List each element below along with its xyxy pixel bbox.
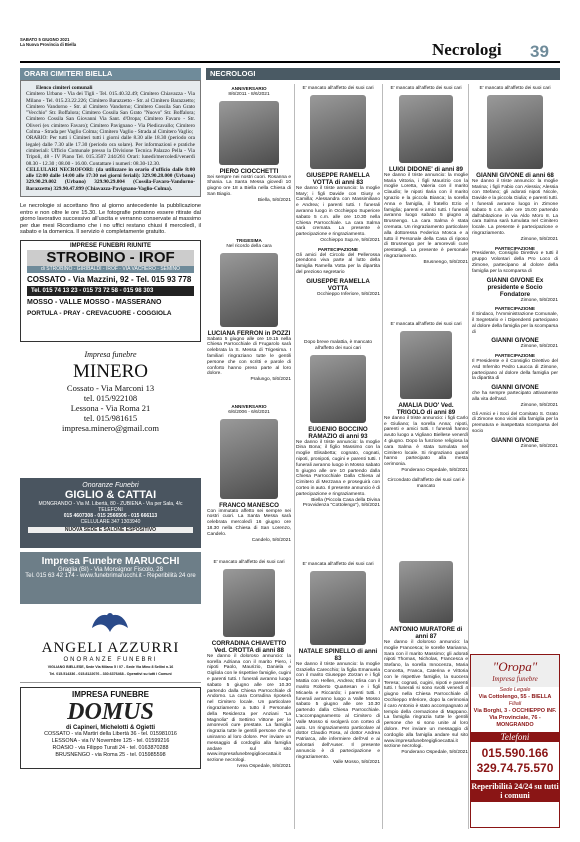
- oropa-sede: Via Cottolengo, 55 - BIELLA: [478, 694, 552, 700]
- portrait-photo: [219, 101, 279, 165]
- notice-intro: E' mancato all'affetto dei suoi cari: [302, 86, 374, 91]
- strobino-top: IMPRESE FUNEBRI RIUNITE: [69, 243, 151, 250]
- notice-place: Occhieppo Inferiore, 5/6/2021: [316, 291, 380, 297]
- portrait-photo: [400, 331, 452, 399]
- marucchi-title: Impresa Funebre MARUCCHI: [41, 556, 180, 568]
- portrait-photo: [487, 95, 543, 169]
- notice-didone: [384, 86, 468, 266]
- oropa-sede-label: Sede Legale: [499, 687, 531, 693]
- portrait-photo: [399, 95, 453, 163]
- oropa-filiale-2: Via Provinciale, 76 - MONGRANDO: [489, 715, 541, 728]
- notice-name: NATALE SPINELLO di anni 83: [298, 647, 378, 662]
- minero-small: Impresa funebre: [84, 350, 137, 360]
- notice-name: GIUSEPPE RAMELLA VOTTA di anni 83: [306, 171, 370, 186]
- notice-body: Ne danno il doloroso annuncio: la moglie Francesca; le sorelle Marianna, Sara con il marito Massimo; gli adorati nipoti Thomas, Nicholas, Francesca e Stefano, la sorella Innocenza, Maria Concetta, Franca, Caterina e Vittoria con le rispettive famiglie, la suocera Teresa; cognati, cugini, nipoti e parenti tutti. I funerali si sono svolti venerdì 4 giugno nella Chiesa Parrocchiale di Occhieppo Inferiore, dopo la cerimonia il caro Antonio è stato accompagnato al tempio della cremazione di Mappano. La famiglia ringrazia tutte le gentili persone che si sono unite al loro dolore. Per inviare un messaggio di cordoglio alla famiglia andare sul sito www.impresafunebregiglioecattai.it sezione necrologi.: [384, 640, 468, 750]
- notice-place: Zimone, 5/6/2021: [520, 443, 558, 449]
- minero-l2: tel. 015/922108: [83, 393, 138, 404]
- angeli-l1: VIGLIANO BIELLESE, Sede Via Milano 5 / 07 - Sede Via Mino 8 Sellini n.16: [47, 665, 174, 670]
- notice-name: EUGENIO BOCCINO RAMAZIO di anni 93: [308, 425, 368, 440]
- domus-l4: BRUSNENGO - via Roma 25 - tel. 015985598: [55, 752, 166, 759]
- notice-ramella: [296, 86, 380, 298]
- notice-body: Sabato 5 giugno alle ore 19.15 nella Chiesa Parrocchiale di Frugarolo sarà celebrata la S. Messa di Trigesima. I familiari ringraziano tutte le gentili persone che con scritti e parole di conforto hanno preso parte al loro dolore.: [207, 336, 291, 377]
- orari-cellulari: CELLULARI NECROFORI: (da utilizzare in orario d'ufficio dalle 8:00 alle 12:00 dalle 14:00 alle 17:30 nei giorni feriali): 329.90.28.000 (Urbano) 329.90.29.002 (Urbano) 329.90.29.004 (Cossila-Favaro-Vandorno-Barazzetto) 329.90.47.899 (Chiavazza-Pavignano-Vaglio-Colma).: [26, 166, 195, 192]
- orari-orario: ORARIO: Per tutti i Cimiteri tutti i giorni dalle 8.30 alle 18.30 (periodo ora legale) dalle 7.30 alle 17.30 (periodo ora solare). Per informazioni e pratiche cimiteriali: Ufficio Comunale presso la Divisione Tecnica Palazzo Pella - Via Tripoli, 48 - IV Piano Tel. 015.3507 244/261 Orari: lunedì/mercoledì/venerdì 08.30 - 12.30 ; 08.00 - 16.00. Contattare i numeri: 08.30-12.30.: [26, 135, 195, 167]
- domus-l3: ROASIO - via Filippo Turati 24 - tel. 0163870288: [52, 745, 169, 752]
- notice-place: Valle Mosso, 5/6/2021: [332, 760, 380, 766]
- portrait-photo: [220, 253, 278, 327]
- notice-place: Zimone, 5/6/2021: [520, 236, 558, 242]
- domus-sub: IMPRESA FUNEBRE: [71, 690, 150, 700]
- marucchi-l2: Tel. 015 63 42 174 - www.funebrimarucchi.it - Reperibilità 24 ore: [25, 573, 196, 580]
- notice-ferron: [207, 238, 291, 383]
- notice-place: Candelo, 5/6/2021: [251, 537, 291, 543]
- angeli-sub: ONORANZE FUNEBRI: [63, 657, 158, 664]
- notice-body: che ha sempre partecipato attivamente alla vita dell'asd.: [472, 391, 558, 402]
- notice-body: Ne danno il triste annuncio: la moglie Marina; i figli Fabio con Alessia; Alessia con Stefano; gli adorati nipoti Nicole, Davide e la piccola Giulia; e parenti tutti. I funerali avranno luogo in Zimone sabato 5 c.m. alle ore 15.00 partendo dall'abitazione in via Aldo Moro 8. La cara Salma sarà tumulata nel Cimitero locale. La presente è partecipazione e ringraziamento.: [472, 178, 558, 236]
- notice-body: Gli Amici e i Soci del Comitato S. Grato di Zimone sono vicini alla famiglia per la prematura e inaspettata scomparsa del socio: [472, 411, 558, 434]
- notice-name: LUIGI DIDONE' di anni 89: [388, 165, 463, 173]
- notice-name: GIANNI GIVONE: [491, 436, 539, 444]
- marucchi-l1: Graglia (BI) - Via Monsignor Fiscolo, 28: [58, 567, 163, 574]
- notice-trigolo: [384, 322, 468, 489]
- notice-place: Zimone, 5/6/2021: [520, 297, 558, 303]
- gc-l1: MONGRANDO - Via M. Libertà, 80 - ZUBIENA - Via per Sala, 4/c: [38, 501, 183, 508]
- strobino-title: STROBINO - IROF: [27, 250, 194, 266]
- oropa-reperibilita: Reperibilità 24/24 su tutti i comuni: [471, 782, 559, 800]
- notice-name: GIUSEPPE RAMELLA VOTTA: [306, 277, 370, 292]
- minero-l5: impresa.minero@gmail.com: [61, 423, 160, 434]
- oropa-filiali-label: Filiali: [508, 701, 522, 707]
- notice-type: PARTECIPAZIONE: [318, 246, 358, 252]
- domus-title: DOMUS: [67, 699, 154, 726]
- notice-intro: E' mancata all'affetto dei suoi cari: [390, 322, 462, 327]
- notice-type: TRIGESIMA: [236, 238, 262, 243]
- notice-body: Con immutato affetto sei sempre nei nostri cuori. La Santa Messa sarà celebrata mercoledì 16 giugno ore 18.30 nella Chiesa di San Lorenzo, Candelo.: [207, 508, 291, 537]
- notice-muratore: [384, 558, 468, 756]
- header-date-block: [20, 37, 76, 47]
- notice-body: Presidente, Consiglio Direttivo e tutti il gruppo Volontari della Pro Loco di Zimone, partecipano al dolore della famiglia per la scomparsa di: [472, 251, 558, 274]
- gc-l4: CELLULARE 347 1303940: [80, 519, 141, 526]
- column-divider: [468, 84, 469, 829]
- notice-body: Gli amici del Circolo del Pellerossa prendono viva parte al lutto della famiglia Ramella Votta per la dipartita del prezioso segretario: [296, 252, 380, 275]
- notice-body: Ne danno il triste annuncio: i figli Carlo e Giuliano; la sorella Anna; nipoti, parenti e amici tutti. I funerali hanno avuto luogo a Vigliano Biellese venerdì 4 giugno. Dopo la funzione religiosa la cara Salma è stata tumulata nel Cimitero locale. Si ringraziano quanti hanno partecipato alla mesta cerimonia.: [384, 415, 468, 468]
- orari-title: Elenco cimiteri comunali: [36, 85, 93, 91]
- notice-name: GIANNI GIVONE Ex presidente e Socio Fondatore: [486, 276, 544, 298]
- minero-l3: Lessona - Via Roma 21: [70, 403, 151, 414]
- notice-name: CORRADINA CHIAVETTO Ved. CROTTA di anni 88: [211, 639, 287, 654]
- notice-crotta: [207, 560, 291, 770]
- notice-place: Brusnengo, 5/6/2021: [423, 259, 468, 265]
- section-title: Necrologi: [432, 40, 502, 59]
- notice-body: Ne danno il doloroso annuncio: la sorella Adriana con il marito Piero, i nipoti Paolo, Maurizio, Daniela e Gigliola con le rispettive famiglie, cugini e parenti tutti. I funerali avranno luogo sabato 5 giugno alle ore 10.30 partendo dalla Chiesa Parrocchiale di Andorno. La cara Corradina riposerà nel Cimitero locale. Un particolare ringraziamento a tutto il Personale della Residenza per Anziani "La Magnolia" di Settimo Vittone per le amorevoli cure prestate. La famiglia ringrazia tutte le gentili persone che si uniranno al loro dolore. Per inviare un messaggio di cordoglio alla famiglia andare sul sito www.impresafunebregiglioecattai.it sezione necrologi.: [207, 653, 291, 764]
- notice-name: GIANNI GIVONE: [491, 384, 539, 392]
- ad-marucchi[interactable]: [20, 552, 201, 604]
- oropa-phone-1[interactable]: 015.590.166: [481, 746, 549, 760]
- notice-intro: E' mancato all'affetto dei suoi cari: [213, 560, 285, 565]
- notice-body: Ne danno il triste annuncio: la moglie Mary; i figli Davide con Giusy e Camilla; Alessandra con Massimiliano e Andrea; i parenti tutti. I funerali avranno luogo in Occhieppo Superiore sabato 5 c.m. alle ore 10.30 nella Chiesa Parrocchiale. La cara Salma sarà cremata. La presente è partecipazione e ringraziamento.: [296, 185, 380, 238]
- oropa-telefoni-label: Telefoni: [471, 732, 559, 742]
- notice-place: Biella, 5/6/2021: [257, 197, 291, 203]
- notice-body: Il Sindaco, l'Amministrazione Comunale, il Segretario e i Dipendenti partecipano al dolore della famiglia per la scomparsa di: [472, 312, 558, 335]
- strobino-sub: di STROBINO - GIRIBALDI - IROF - VIA VACHERO - SEMINO: [27, 266, 194, 273]
- notice-intro: Dopo breve malattia, è mancato all'affetto dei suoi cari: [304, 340, 372, 351]
- oropa-header: [471, 655, 559, 687]
- notice-body: Ne danno il triste annuncio: la moglie Dina Bona; il figlio Massimo con la moglie Elisabetta; cognato, cognati, nipoti, pronipoti, cugini e parenti tutti. I funerali avranno luogo in Mosso sabato 5 giugno alle ore 10 partendo dalla Chiesa Parrocchiale Dalla Chiesa al Cimitero di Mezzana e proseguirà con corteo in auto. Il presente annuncio è di partecipazione e ringraziamento.: [296, 439, 381, 497]
- ad-angeli-azzurri[interactable]: [20, 608, 201, 683]
- domus-l1: COSSATO - via Martiri della Libertà 36 - tel. 015981016: [44, 731, 177, 738]
- ad-minero[interactable]: [20, 346, 201, 474]
- notice-type: PARTECIPAZIONE: [495, 245, 535, 251]
- notice-manesco: [207, 404, 291, 543]
- header-rule: [20, 61, 560, 63]
- notice-place: Pralungo, 5/6/2021: [250, 377, 291, 383]
- gc-l2: TELEFONI: [98, 507, 123, 514]
- portrait-photo: [220, 419, 278, 499]
- angel-logo-icon: [90, 610, 130, 640]
- notice-type: PARTECIPAZIONE: [495, 306, 535, 312]
- notice-body: Il Presidente e il Consiglio Direttivo del Asd Infernito Pedro Laucca di Zimone, partecipano al dolore della famiglia per la dipartita di: [472, 358, 558, 382]
- notice-ciocchetti: [207, 86, 291, 204]
- angeli-title: ANGELI AZZURRI: [41, 640, 180, 657]
- oropa-phone-2[interactable]: 329.74.75.570: [476, 761, 554, 775]
- notice-place: Ponderano Ospedale, 5/6/2021: [401, 750, 468, 756]
- notice-body: Sei sempre nei nostri cuori. Rosanna e Shania. La Santa Messa giovedì 10 giugno ore 18 a Biella nella Chiesa di San Biagio.: [207, 174, 291, 197]
- notice-body: Ne danno il triste annuncio: la moglie Maria Vittoria, i figli Maurizio con la moglie Loretta, Valeria con il marito Claudio; le nipoti Ilaria con il marito Ignazio e la piccola Bianca; la sorella Anna e famiglia, il fratello Ezio e famiglia; parenti e amici tutti. I funerali avranno luogo sabato 5 giugno a Brusnengo. La cara Salma è stata cremata. Un ringraziamento particolare alla dottoressa Federica Mosca e a tutto il Personale della Casa di riposo di Brusnengo per le amorevoli cure prestategli. La presente è personale ringraziamento.: [384, 172, 468, 259]
- minero-l1: Cossato - Via Marconi 13: [66, 383, 155, 394]
- gc-l3: 015 4607308 - 015 2566506 - 015 666113: [63, 513, 158, 520]
- gc-title: GIGLIO & CATTAI: [64, 489, 157, 502]
- notice-boccino: [296, 340, 380, 509]
- strobino-line3: MOSSO - VALLE MOSSO - MASSERANO: [27, 299, 162, 307]
- notice-name: PIERO CIOCCHETTI: [219, 167, 279, 175]
- column-divider: [294, 84, 295, 829]
- domus-owners: di Capineri, Michelotti & Ogietti: [65, 725, 155, 732]
- column-divider: [382, 84, 383, 829]
- notice-intro: E' mancata all'affetto dei suoi cari: [302, 562, 374, 567]
- page-number: 39: [530, 42, 549, 61]
- angeli-l2: Tel. 015.514336 - 015.8122076 - 330.6376468 - Operativi su tutti i Comuni: [49, 671, 172, 676]
- portrait-photo: [223, 569, 275, 637]
- notice-name: ANTONIO MURATORE di anni 87: [389, 626, 463, 640]
- notice-place: Zimone, 5/6/2021: [520, 402, 558, 408]
- notice-name: LUCIANA FERRON in POZZI: [207, 329, 291, 337]
- gc-w: NUOVA SEDE E SALONE ESPOSITIVO: [28, 527, 193, 533]
- portrait-photo: [399, 561, 453, 623]
- oropa-sub: Impresa funebre: [492, 675, 538, 683]
- notice-place: Biella (Piccola Casa della Divina Provvidenza "Cottolengo"), 5/6/2021: [302, 497, 380, 509]
- gc-top: Onoranze Funebri: [82, 482, 139, 490]
- oropa-title: "Oropa": [492, 659, 538, 674]
- oropa-filiale-1: Via Borghi, 3 - OCCHIEPPO INF.: [473, 708, 557, 714]
- orari-heading: ORARI CIMITERI BIELLA: [20, 68, 201, 80]
- notice-intro: Circondato dall'affetto dei suoi cari è mancato: [387, 477, 465, 489]
- header-paper: La Nuova Provincia di Biella: [20, 42, 77, 47]
- portrait-photo: [310, 95, 366, 169]
- left-column: [20, 68, 201, 828]
- domus-l2: LESSONA - via IV Novembre 125 - tel. 01599216: [51, 738, 170, 745]
- header-date: SABATO 5 GIUGNO 2021: [20, 37, 70, 42]
- notice-name: AMALIA DUO' Ved. TRIGOLO di anni 89: [396, 401, 456, 416]
- notice-name: GIANNI GIVONE di anni 68: [476, 171, 554, 179]
- notice-dates: 6/6/2006 - 6/6/2021: [228, 409, 270, 415]
- minero-title: MINERO: [73, 361, 148, 383]
- ad-domus[interactable]: [20, 687, 201, 769]
- notice-sub: Nel ricordo della cara: [226, 243, 272, 249]
- notice-spinello: [296, 562, 380, 766]
- strobino-line1: COSSATO - Via Mazzini, 92 - Tel. 015 93 778: [27, 275, 192, 285]
- ad-strobino[interactable]: [20, 240, 201, 342]
- necrologi-heading: NECROLOGI: [206, 68, 560, 80]
- portrait-photo: [310, 355, 366, 423]
- minero-l4: tel. 015/981615: [83, 413, 138, 424]
- portrait-photo: [310, 571, 366, 645]
- notice-givone: [472, 86, 558, 449]
- submission-note: Le necrologie si accettano fino al giorno antecedente la pubblicazione entro e non oltre le ore 15.30. Le fotografie potranno essere ritirate dal giorno lavorativo successivo all'uscita e verranno conservate al massimo per due mesi Ricordiamo che i no uffici restano chiusi il mercoledì, il sabato e la domenica. Il servizio è completamente gratuito.: [20, 203, 201, 236]
- strobino-line4: PORTULA - PRAY - CREVACUORE - COGGIOLA: [27, 310, 172, 318]
- strobino-line2: Tel. 015 74 13 23 - 015 73 72 58 - 015 98 303: [27, 286, 194, 296]
- notice-dates: 8/6/2011 - 8/6/2021: [228, 91, 270, 97]
- notice-type: ANNIVERSARIO: [231, 404, 267, 409]
- notice-intro: E' mancato all'affetto dei suoi cari: [390, 86, 462, 91]
- ad-oropa[interactable]: [470, 654, 560, 828]
- orari-text: Cimitero Urbano - Via dei Tigli - Tel. 015.40.32.49; Cimitero Chiavazza - Via Milano - Tel. 015.23.22.226; Cimitero Barazzetto - Str. al Cimitero Barazzetto; Cimitero Vandorno - Str. al Cimitero Vandorno; Cimitero Cossila San Grato "Vecchio" Str. Boffalora; Cimitero Cossila San Grato "Nuovo" Str. Boffalora; Cimitero Cossila San Giovanni Via Sant. d'Oropa; Cimitero Favaro - Str. Oliveri (ex cimitero Favaro); Cimitero Pavignano - Via Piedicavallo; Cimitero Colma - Strada per Vaglio Colma; Cimitero Vaglio - Strada al Cimitero Vaglio;: [26, 91, 195, 136]
- notice-place: Ponderano Ospedale, 5/6/2021: [401, 467, 468, 473]
- notice-place: Zimone, 5/6/2021: [520, 344, 558, 350]
- ad-giglio-cattai[interactable]: [20, 478, 201, 548]
- notice-body: Ne danno il triste annuncio: la moglie Graziella Carecchio; la figlia Emanuela con il marito Giuseppe Zorzan e i figli Mattia con Hellen, Andrea; Elisa con il marito Roberto Quartesan e i figli Micaela e Riccardo; i parenti tutti. I funerali avranno luogo a Valle Mosso sabato 5 giugno alle ore 10.30 partendo dalla Chiesa Parrocchiale. L'accompagnamento al Cimitero di Valle Mosso si svolgerà con corteo di auto. Un ringraziamento particolare al dottor Claudio Rosa, al dottor Andrea Patriarca, alle infermiere dell'Asl e ai volontari dell'Auser. Il presente annuncio è di partecipazione e ringraziamento.: [296, 661, 380, 760]
- notice-name: GIANNI GIVONE: [491, 337, 539, 345]
- notice-name: FRANCO MANESCO: [219, 501, 279, 509]
- notice-place: Ivrea Ospedale, 5/6/2021: [237, 763, 291, 769]
- orari-box: [20, 80, 201, 197]
- notice-type: ANNIVERSARIO: [231, 86, 267, 91]
- notice-place: Occhieppo Sup.re, 5/6/2021: [320, 237, 380, 243]
- notice-intro: E' mancato all'affetto dei suoi cari: [479, 86, 551, 91]
- notice-type: PARTECIPAZIONE: [495, 353, 535, 359]
